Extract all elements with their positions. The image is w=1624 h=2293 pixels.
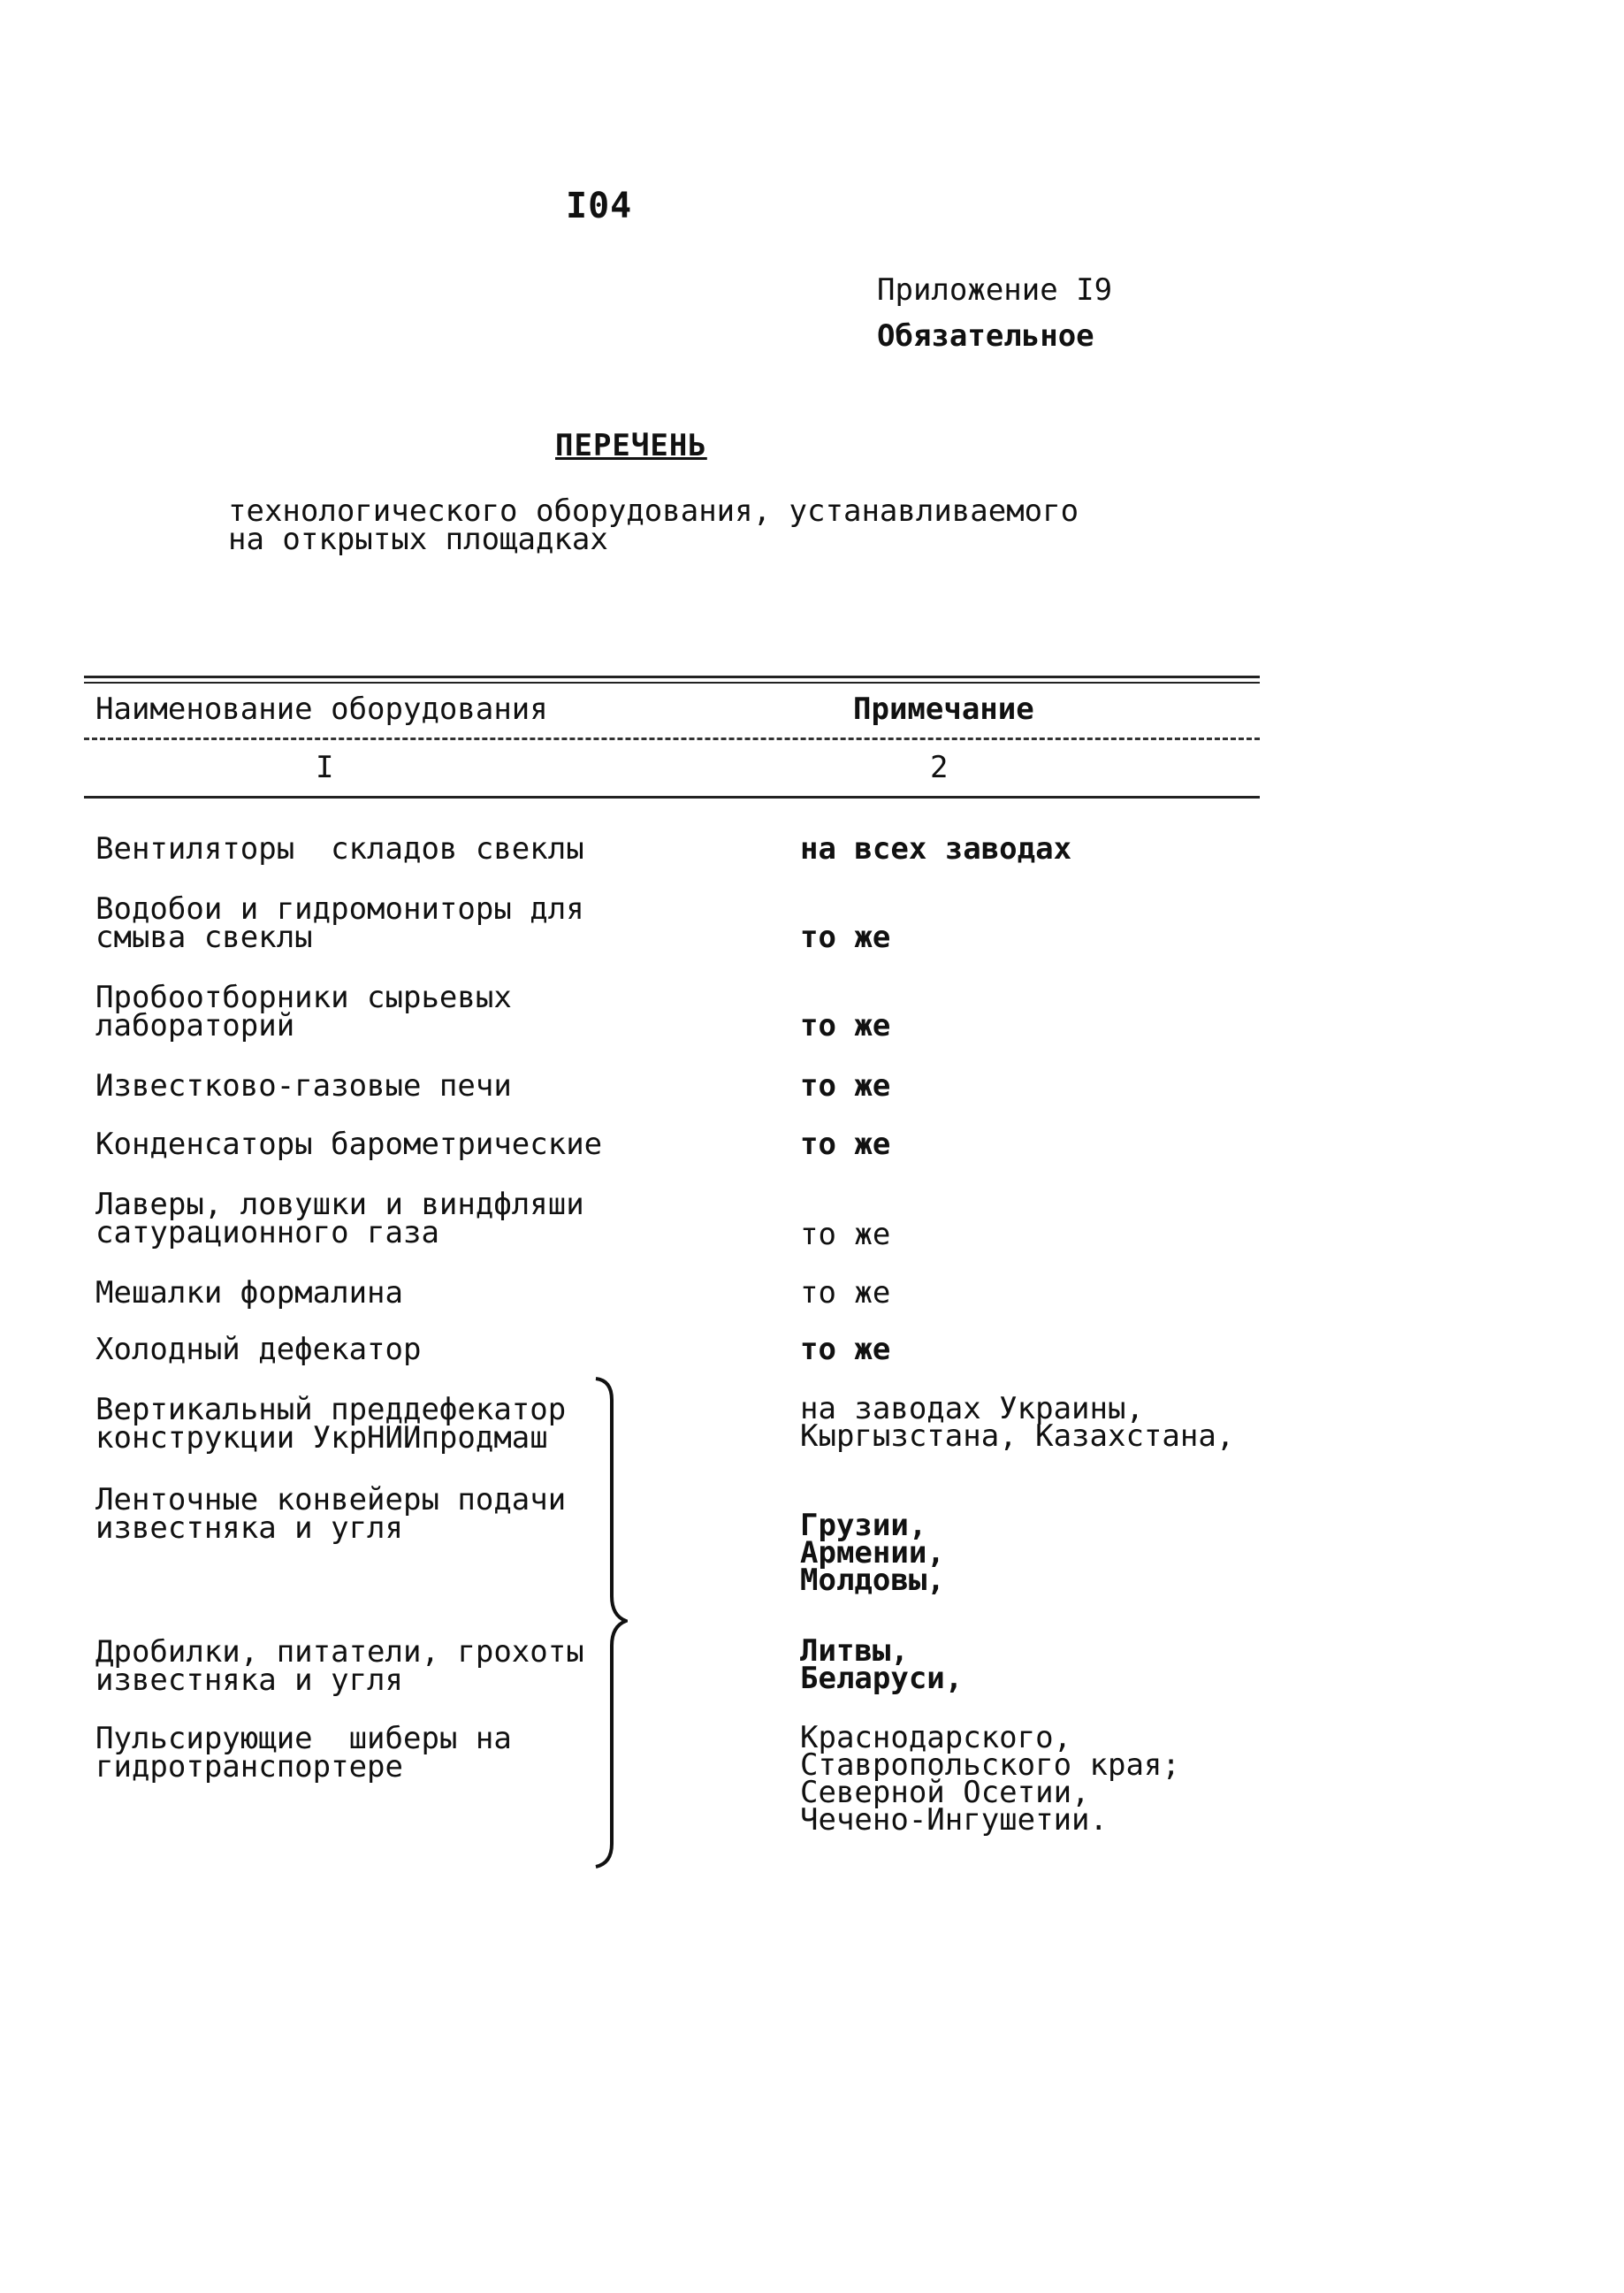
grouping-brace-icon [583,1375,628,1870]
grouped-note-regions: Краснодарского, Ставропольского края; Северной Осетии, Чечено-Ингушетии. [800,1720,1180,1838]
table-row-name: Пульсирующие шиберы на гидротранспортере [95,1721,512,1785]
table-top-rule [84,676,1260,684]
grouped-note-regions: на заводах Украины, Кыргызстана, Казахстана, [800,1391,1235,1454]
column-number-2: 2 [930,750,949,785]
table-row-name: Известково-газовые печи [95,1068,512,1104]
table-row-name: Мешалки формалина [95,1275,403,1311]
table-row-name: Лаверы, ловушки и виндфляши сатурационного газа [95,1187,584,1250]
appendix-status: Обязательное [877,318,1094,354]
page-number: I04 [566,186,633,226]
column-header-name: Наименование оборудования [95,692,548,727]
table-row-note: то же [800,1332,891,1367]
table-row-note: то же [800,1217,891,1252]
table-row-name: Ленточные конвейеры подачи известняка и угля [95,1482,567,1546]
table-row-note: то же [800,1275,891,1311]
table-row-name: Вертикальный преддефекатор конструкции УкрНИИпродмаш [95,1392,567,1456]
column-number-1: I [316,750,334,785]
table-row-note: то же [800,920,891,955]
table-row-note: то же [800,1068,891,1104]
table-row-note: на всех заводах [800,831,1072,867]
numbering-divider-rule [84,796,1260,799]
table-row-name: Холодный дефекатор [95,1332,422,1367]
table-row-name: Пробоотборники сырьевых лабораторий [95,980,512,1043]
grouped-note-regions: Грузии, Армении, Молдовы, [800,1508,945,1598]
header-divider-rule [84,738,1260,740]
grouped-note-regions: Литвы, Беларуси, [800,1633,964,1696]
table-row-name: Конденсаторы барометрические [95,1127,603,1162]
table-row-name: Дробилки, питатели, грохоты известняка и угля [95,1634,584,1698]
appendix-block [877,267,1112,359]
document-title: ПЕРЕЧЕНЬ [555,428,707,463]
appendix-label: Приложение I9 [877,272,1113,308]
document-subtitle: технологического оборудования, устанавливаемого на открытых площадках [228,493,1079,557]
table-row-name: Водобои и гидромониторы для смыва свеклы [95,891,584,955]
table-row-note: то же [800,1008,891,1043]
table-row-name: Вентиляторы складов свеклы [95,831,584,867]
table-row-note: то же [800,1127,891,1162]
column-header-note: Примечание [853,692,1034,727]
